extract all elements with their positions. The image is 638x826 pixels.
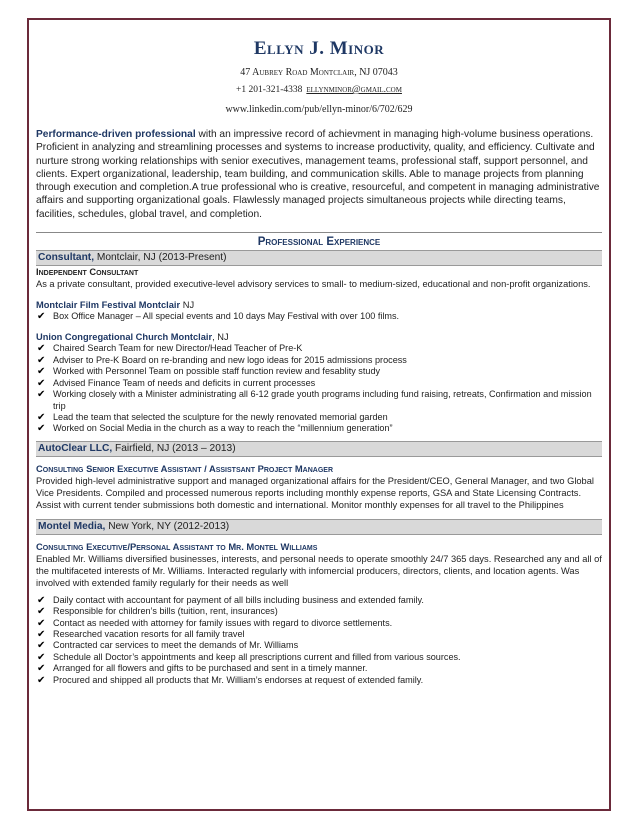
list-item-text: Advised Finance Team of needs and deficits in current processes	[53, 377, 316, 388]
list-item	[36, 355, 602, 366]
list-item	[36, 618, 602, 629]
website-link[interactable]: www.linkedin.com/pub/ellyn-minor/6/702/629	[225, 104, 413, 115]
job-description: Enabled Mr. Williams diversified businesses, interests, and personal needs to operate smoothly 24/7 365 days. Researched any and all of the multifaceted interests of Mr. Williams. Interacted regularly with infomercial producers, directors, clients, and location agents. Was involved with extended family regularly for their needs as well	[36, 553, 602, 588]
checkmark-icon: ✔	[37, 411, 46, 423]
resume	[36, 20, 602, 686]
job-bar	[36, 250, 602, 266]
job-description: Provided high-level administrative support and managed organizational affairs for the President/CEO, General Manager, and two Global Vice Presidents. Compiled and processed numerous reports including monthly expense reports, GSA and State Licensing Contracts. Assist with current tender submissions both domestic and international. Monitor monthly expenses for all travel to the Philippines	[36, 475, 594, 510]
list-item	[36, 663, 602, 674]
summary-lead: Performance-driven professional	[36, 129, 196, 140]
list-item-text: Worked with Personnel Team on possible staff function review and fesablity study	[53, 366, 381, 377]
org-location: , NJ	[212, 332, 229, 343]
job-title: Consulting Executive/Personal Assistant to Mr. Montel Williams	[36, 540, 318, 552]
employer: Montel Media,	[38, 520, 106, 532]
job-title: Independent Consultant	[36, 267, 139, 278]
list-item-text: Box Office Manager – All special events and 10 days May Festival with over 100 films.	[53, 311, 400, 322]
section-title: Professional Experience	[36, 232, 602, 250]
resume-header	[36, 37, 602, 116]
checkmark-icon: ✔	[37, 663, 46, 675]
job-location: New York, NY (2012-2013)	[105, 520, 230, 532]
checkmark-icon: ✔	[37, 354, 46, 366]
checkmark-icon: ✔	[37, 674, 46, 686]
checkmark-icon: ✔	[37, 628, 46, 640]
list-item-text: Contracted car services to meet the demands of Mr. Williams	[53, 640, 299, 651]
list-item-text: Researched vacation resorts for all family travel	[53, 628, 245, 639]
list-item-text: Chaired Search Team for new Director/Head Teacher of Pre-K	[53, 343, 303, 354]
list-item	[36, 366, 602, 377]
org-heading	[36, 299, 602, 311]
list-item	[36, 423, 602, 434]
job-bar	[36, 519, 602, 535]
contact-line	[36, 84, 602, 97]
bullet-list	[36, 311, 602, 322]
checkmark-icon: ✔	[37, 640, 46, 652]
list-item-text: Arranged for all flowers and gifts to be purchased and sent in a timely manner.	[53, 663, 368, 674]
bullet-list	[36, 343, 602, 434]
list-item	[36, 378, 602, 389]
list-item-text: Procured and shipped all products that Mr. William’s endorses at request of extended family.	[53, 674, 424, 685]
checkmark-icon: ✔	[37, 311, 46, 323]
list-item-text: Lead the team that selected the sculpture for the newly renovated memorial garden	[53, 411, 388, 422]
checkmark-icon: ✔	[37, 617, 46, 629]
list-item-text: Daily contact with accountant for payment of all bills including business and extended family.	[53, 594, 424, 605]
checkmark-icon: ✔	[37, 651, 46, 663]
job-bar	[36, 441, 602, 457]
job-location: Fairfield, NJ (2013 – 2013)	[112, 442, 236, 454]
checkmark-icon: ✔	[37, 366, 46, 378]
checkmark-icon: ✔	[37, 423, 46, 435]
checkmark-icon: ✔	[37, 389, 46, 401]
list-item-text: Schedule all Doctor’s appointments and keep all prescriptions current and filled from various sources.	[53, 651, 461, 662]
list-item	[36, 652, 602, 663]
list-item-text: Worked on Social Media in the church as a way to reach the “millennium generation”	[53, 423, 393, 434]
checkmark-icon: ✔	[37, 343, 46, 355]
list-item-text: Working closely with a Minister administrating all 6-12 grade youth programs including fund raising, retreats, Confirmation and mission trip	[53, 389, 592, 411]
job-description: As a private consultant, provided executive-level advisory services to small- to medium-sized, educational and non-profit organizations.	[36, 279, 591, 290]
list-item	[36, 343, 602, 354]
summary	[36, 128, 602, 221]
list-item	[36, 412, 602, 423]
candidate-name: Ellyn J. Minor	[253, 38, 385, 59]
list-item-text: Responsible for children’s bills (tuition, rent, insurances)	[53, 606, 278, 617]
job-location: Montclair, NJ (2013-Present)	[94, 252, 227, 264]
org-name: Union Congregational Church Montclair	[36, 332, 213, 343]
checkmark-icon: ✔	[37, 594, 46, 606]
list-item	[36, 629, 602, 640]
phone: +1 201-321-4338	[236, 85, 303, 95]
list-item-text: Adviser to Pre-K Board on re-branding and new logo ideas for 2015 admissions process	[53, 354, 407, 365]
employer: AutoClear LLC,	[38, 442, 113, 454]
list-item	[36, 606, 602, 617]
employer: Consultant,	[38, 252, 95, 264]
list-item	[36, 389, 602, 412]
summary-body: with an impressive record of achievment in managing high-volume business operations. Proficient in analyzing and streamlining processes and systems to increase productivity, quality, and efficiency. Cultivate and nurture strong working relationships with senior executives, management teams, professional staff, support personnel, and clients. Expert organizational, leadership, team building, and communication skills. Able to manage projects from planning through execution and completion.A true professional who is creative, resourceful, and competent in managing administrative affairs and supporting organizational goals. Flawlessly managed projects simultaneous projects while directing teams, facilities, schedules, global travel, and completion.	[36, 129, 600, 220]
list-item	[36, 640, 602, 651]
email-link[interactable]: ellynminor@gmail.com	[306, 85, 402, 95]
job-title: Consulting Senior Executive Assistant / Assistsant Project Manager	[36, 462, 334, 474]
list-item-text: Contact as needed with attorney for family issues with regard to divorce settlements.	[53, 617, 393, 628]
list-item	[36, 311, 602, 322]
bullet-list	[36, 595, 602, 686]
org-location: NJ	[180, 300, 195, 311]
address: 47 Aubrey Road Montclair, NJ 07043	[240, 67, 398, 78]
list-item	[36, 595, 602, 606]
org-heading	[36, 331, 602, 343]
list-item	[36, 675, 602, 686]
checkmark-icon: ✔	[37, 606, 46, 618]
org-name: Montclair Film Festival Montclair	[36, 300, 181, 311]
checkmark-icon: ✔	[37, 377, 46, 389]
